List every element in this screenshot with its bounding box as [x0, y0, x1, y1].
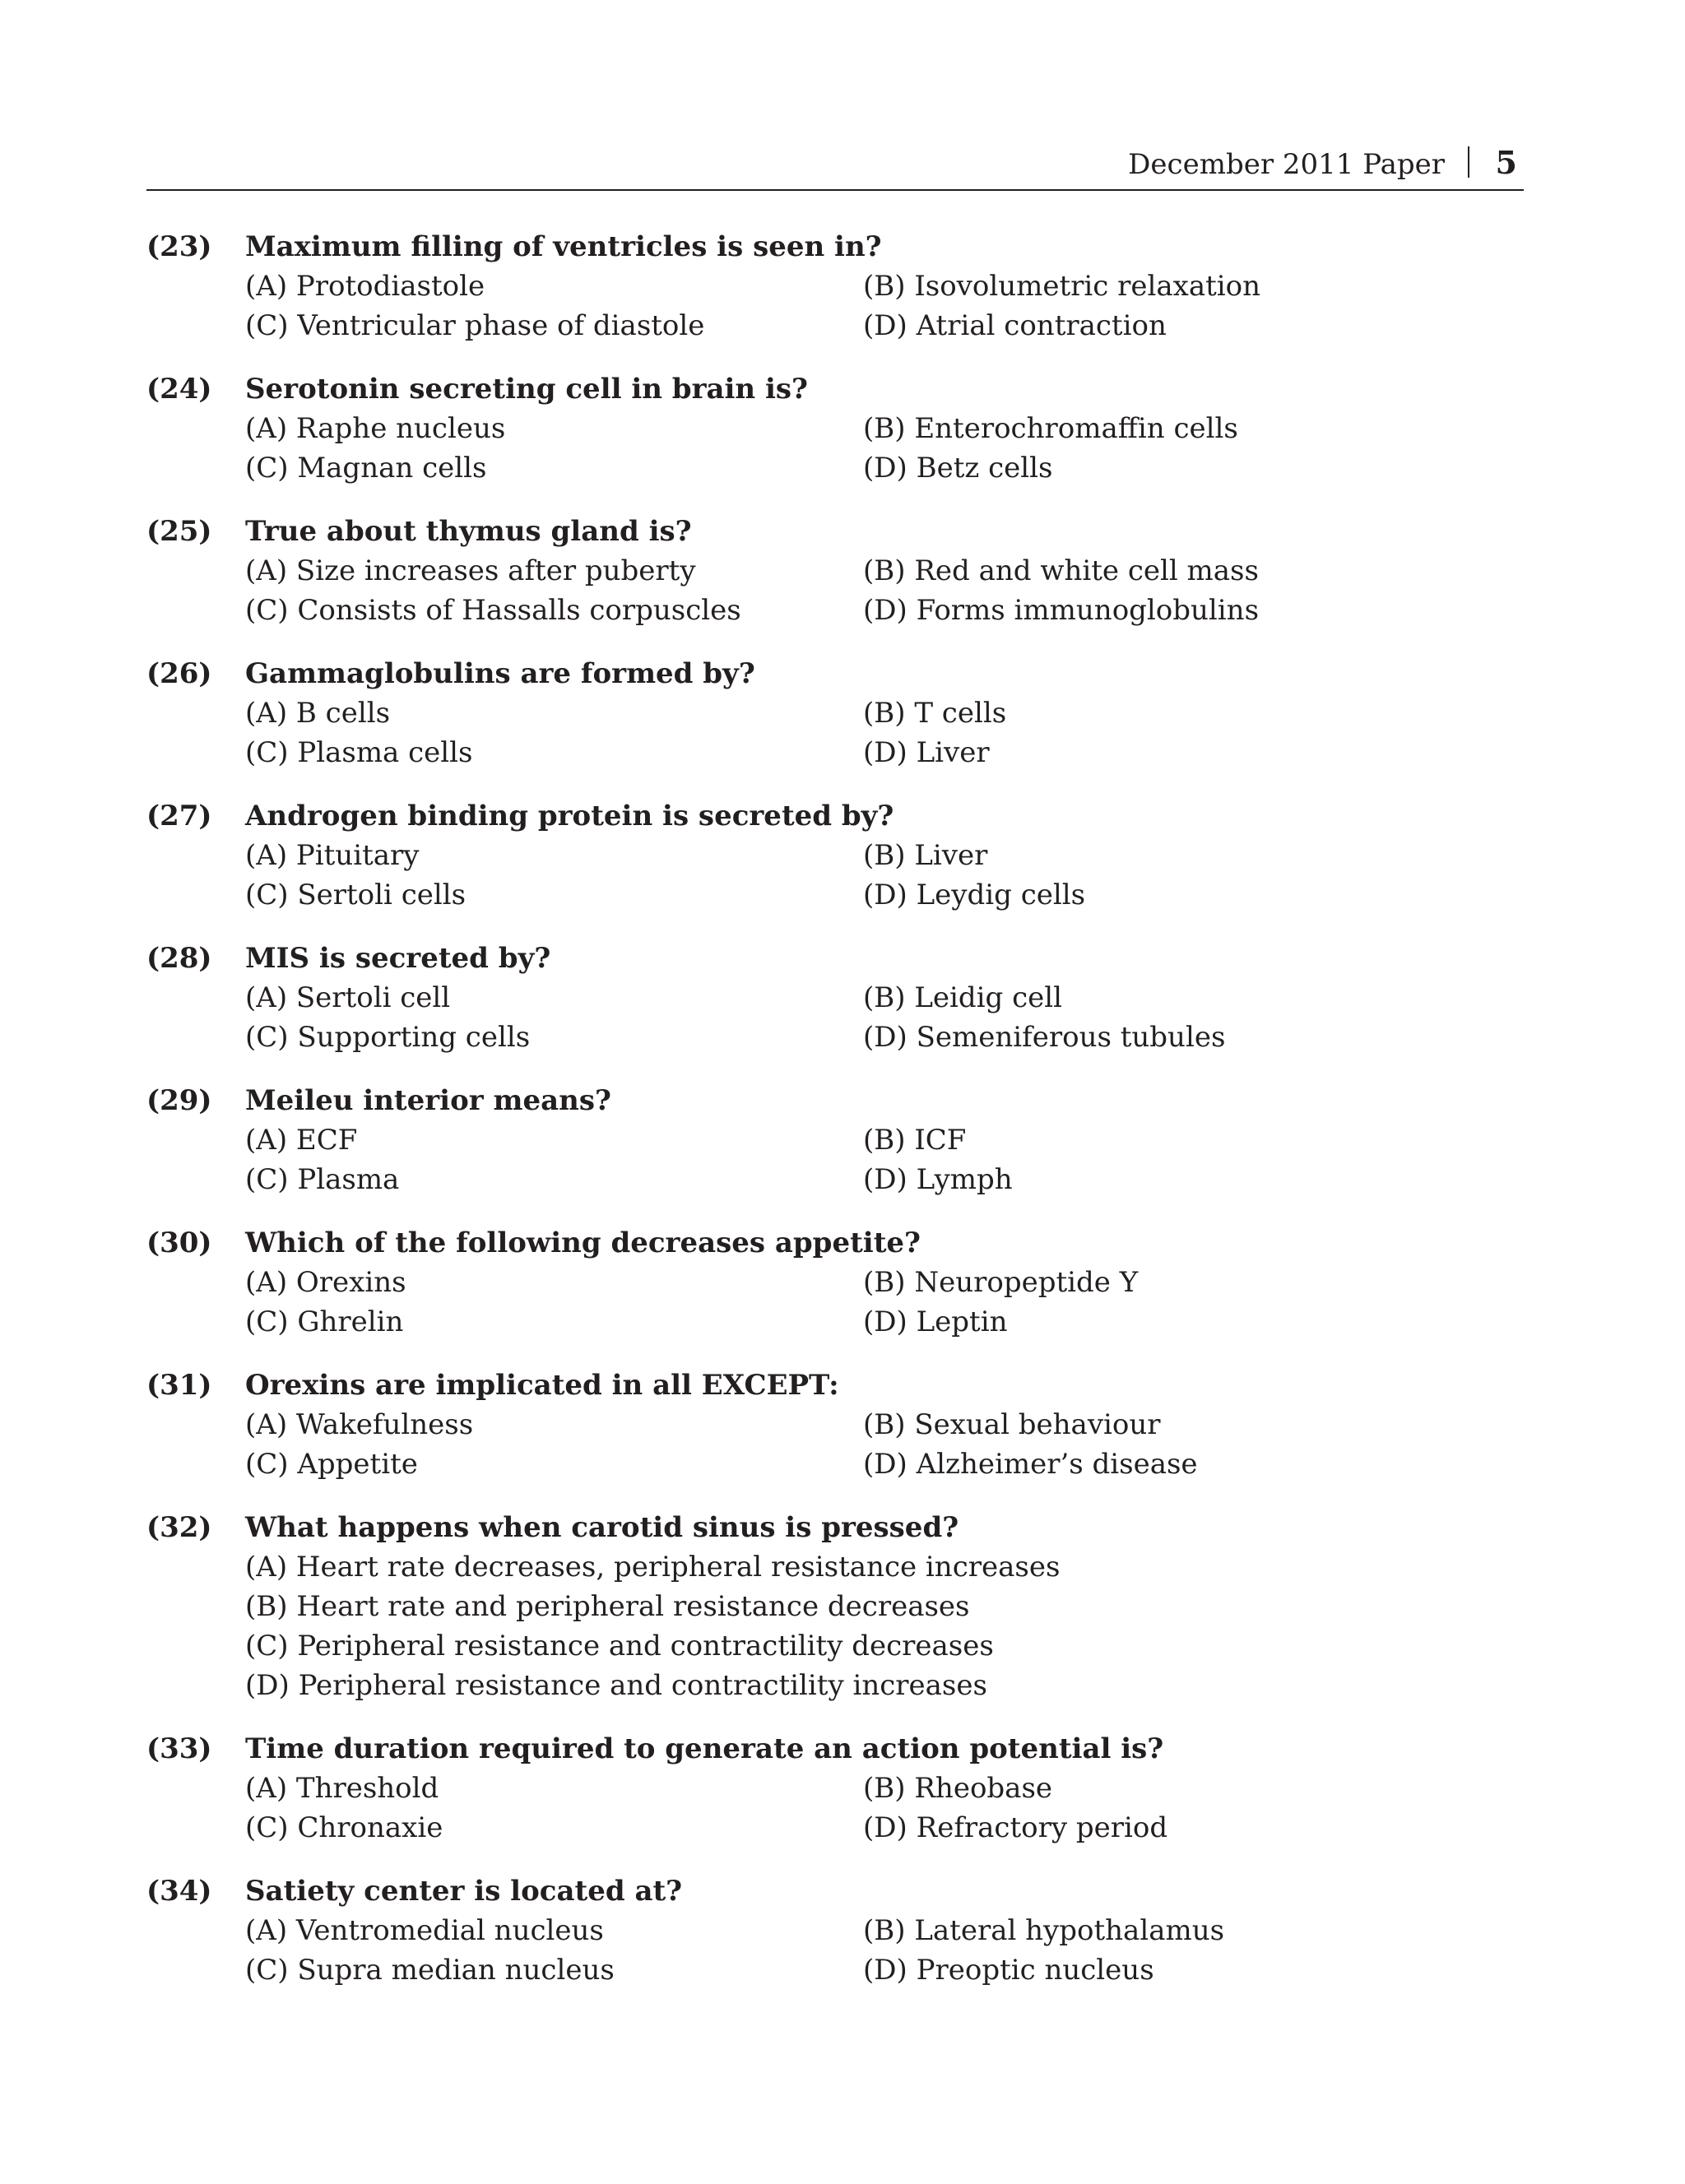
option-d: (D) Betz cells [863, 452, 1053, 485]
question-number: (24) [146, 373, 212, 406]
option-a: (A) Orexins [245, 1266, 406, 1299]
option-d: (D) Lymph [863, 1163, 1013, 1196]
question-text: True about thymus gland is? [245, 515, 692, 548]
option-a: (A) Raphe nucleus [245, 412, 506, 445]
question-number: (34) [146, 1875, 212, 1908]
option-d: (D) Liver [863, 736, 990, 769]
option-d: (D) Alzheimer’s disease [863, 1448, 1198, 1481]
question-31 [146, 1366, 1524, 1508]
question-number: (29) [146, 1084, 212, 1117]
option-d: (D) Atrial contraction [863, 309, 1167, 342]
question-26 [146, 654, 1524, 796]
question-list [146, 227, 1524, 2014]
option-b: (B) Lateral hypothalamus [863, 1914, 1225, 1947]
option-d: (D) Leptin [863, 1305, 1008, 1338]
question-25 [146, 512, 1524, 654]
option-a: (A) Wakefulness [245, 1408, 474, 1441]
option-b: (B) Leidig cell [863, 981, 1063, 1014]
option-d: (D) Refractory period [863, 1811, 1168, 1844]
question-text: MIS is secreted by? [245, 942, 551, 975]
option-c: (C) Sertoli cells [245, 879, 467, 911]
question-number: (25) [146, 515, 212, 548]
option-c: (C) Chronaxie [245, 1811, 443, 1844]
question-number: (26) [146, 657, 212, 690]
option-b: (B) T cells [863, 697, 1007, 730]
question-28 [146, 939, 1524, 1081]
option-a: (A) Sertoli cell [245, 981, 451, 1014]
question-text: Meileu interior means? [245, 1084, 611, 1117]
option-c: (C) Peripheral resistance and contractility decreases [245, 1630, 994, 1662]
option-b: (B) ICF [863, 1124, 967, 1157]
option-a: (A) Heart rate decreases, peripheral resistance increases [245, 1551, 1061, 1584]
option-a: (A) ECF [245, 1124, 358, 1157]
question-text: Satiety center is located at? [245, 1875, 683, 1908]
page-header [146, 143, 1524, 191]
option-b: (B) Rheobase [863, 1772, 1053, 1805]
page-number: 5 [1495, 144, 1517, 181]
question-text: Maximum filling of ventricles is seen in? [245, 230, 882, 263]
option-d: (D) Semeniferous tubules [863, 1021, 1226, 1054]
option-c: (C) Ventricular phase of diastole [245, 309, 705, 342]
option-c: (C) Magnan cells [245, 452, 487, 485]
question-number: (27) [146, 800, 212, 832]
question-number: (31) [146, 1369, 212, 1402]
question-number: (23) [146, 230, 212, 263]
header-separator [1468, 146, 1469, 178]
option-c: (C) Consists of Hassalls corpuscles [245, 594, 741, 627]
option-d: (D) Peripheral resistance and contractility increases [245, 1669, 987, 1702]
question-number: (33) [146, 1732, 212, 1765]
option-c: (C) Plasma cells [245, 736, 473, 769]
option-c: (C) Appetite [245, 1448, 418, 1481]
option-b: (B) Heart rate and peripheral resistance decreases [245, 1590, 970, 1623]
option-a: (A) Protodiastole [245, 270, 485, 303]
option-d: (D) Leydig cells [863, 879, 1086, 911]
question-30 [146, 1223, 1524, 1366]
question-text: Serotonin secreting cell in brain is? [245, 373, 808, 406]
question-number: (30) [146, 1226, 212, 1259]
question-text: Time duration required to generate an action potential is? [245, 1732, 1164, 1765]
option-b: (B) Neuropeptide Y [863, 1266, 1139, 1299]
option-a: (A) Pituitary [245, 839, 420, 872]
option-a: (A) Ventromedial nucleus [245, 1914, 604, 1947]
question-24 [146, 369, 1524, 512]
option-c: (C) Plasma [245, 1163, 400, 1196]
question-23 [146, 227, 1524, 369]
question-text: Orexins are implicated in all EXCEPT: [245, 1369, 839, 1402]
question-text: What happens when carotid sinus is pressed? [245, 1511, 959, 1544]
option-d: (D) Forms immunoglobulins [863, 594, 1260, 627]
option-d: (D) Preoptic nucleus [863, 1954, 1154, 1987]
question-34 [146, 1871, 1524, 2014]
question-text: Androgen binding protein is secreted by? [245, 800, 894, 832]
question-27 [146, 796, 1524, 939]
option-a: (A) Size increases after puberty [245, 554, 696, 587]
question-29 [146, 1081, 1524, 1223]
header-title: December 2011 Paper [1128, 148, 1445, 181]
option-b: (B) Enterochromaffin cells [863, 412, 1238, 445]
question-text: Gammaglobulins are formed by? [245, 657, 755, 690]
option-b: (B) Isovolumetric relaxation [863, 270, 1260, 303]
question-number: (28) [146, 942, 212, 975]
question-33 [146, 1729, 1524, 1871]
option-c: (C) Supporting cells [245, 1021, 531, 1054]
option-a: (A) Threshold [245, 1772, 439, 1805]
option-a: (A) B cells [245, 697, 391, 730]
option-b: (B) Liver [863, 839, 988, 872]
option-b: (B) Sexual behaviour [863, 1408, 1161, 1441]
question-number: (32) [146, 1511, 212, 1544]
question-text: Which of the following decreases appetite? [245, 1226, 921, 1259]
option-b: (B) Red and white cell mass [863, 554, 1259, 587]
option-c: (C) Supra median nucleus [245, 1954, 615, 1987]
question-32 [146, 1508, 1524, 1729]
option-c: (C) Ghrelin [245, 1305, 404, 1338]
